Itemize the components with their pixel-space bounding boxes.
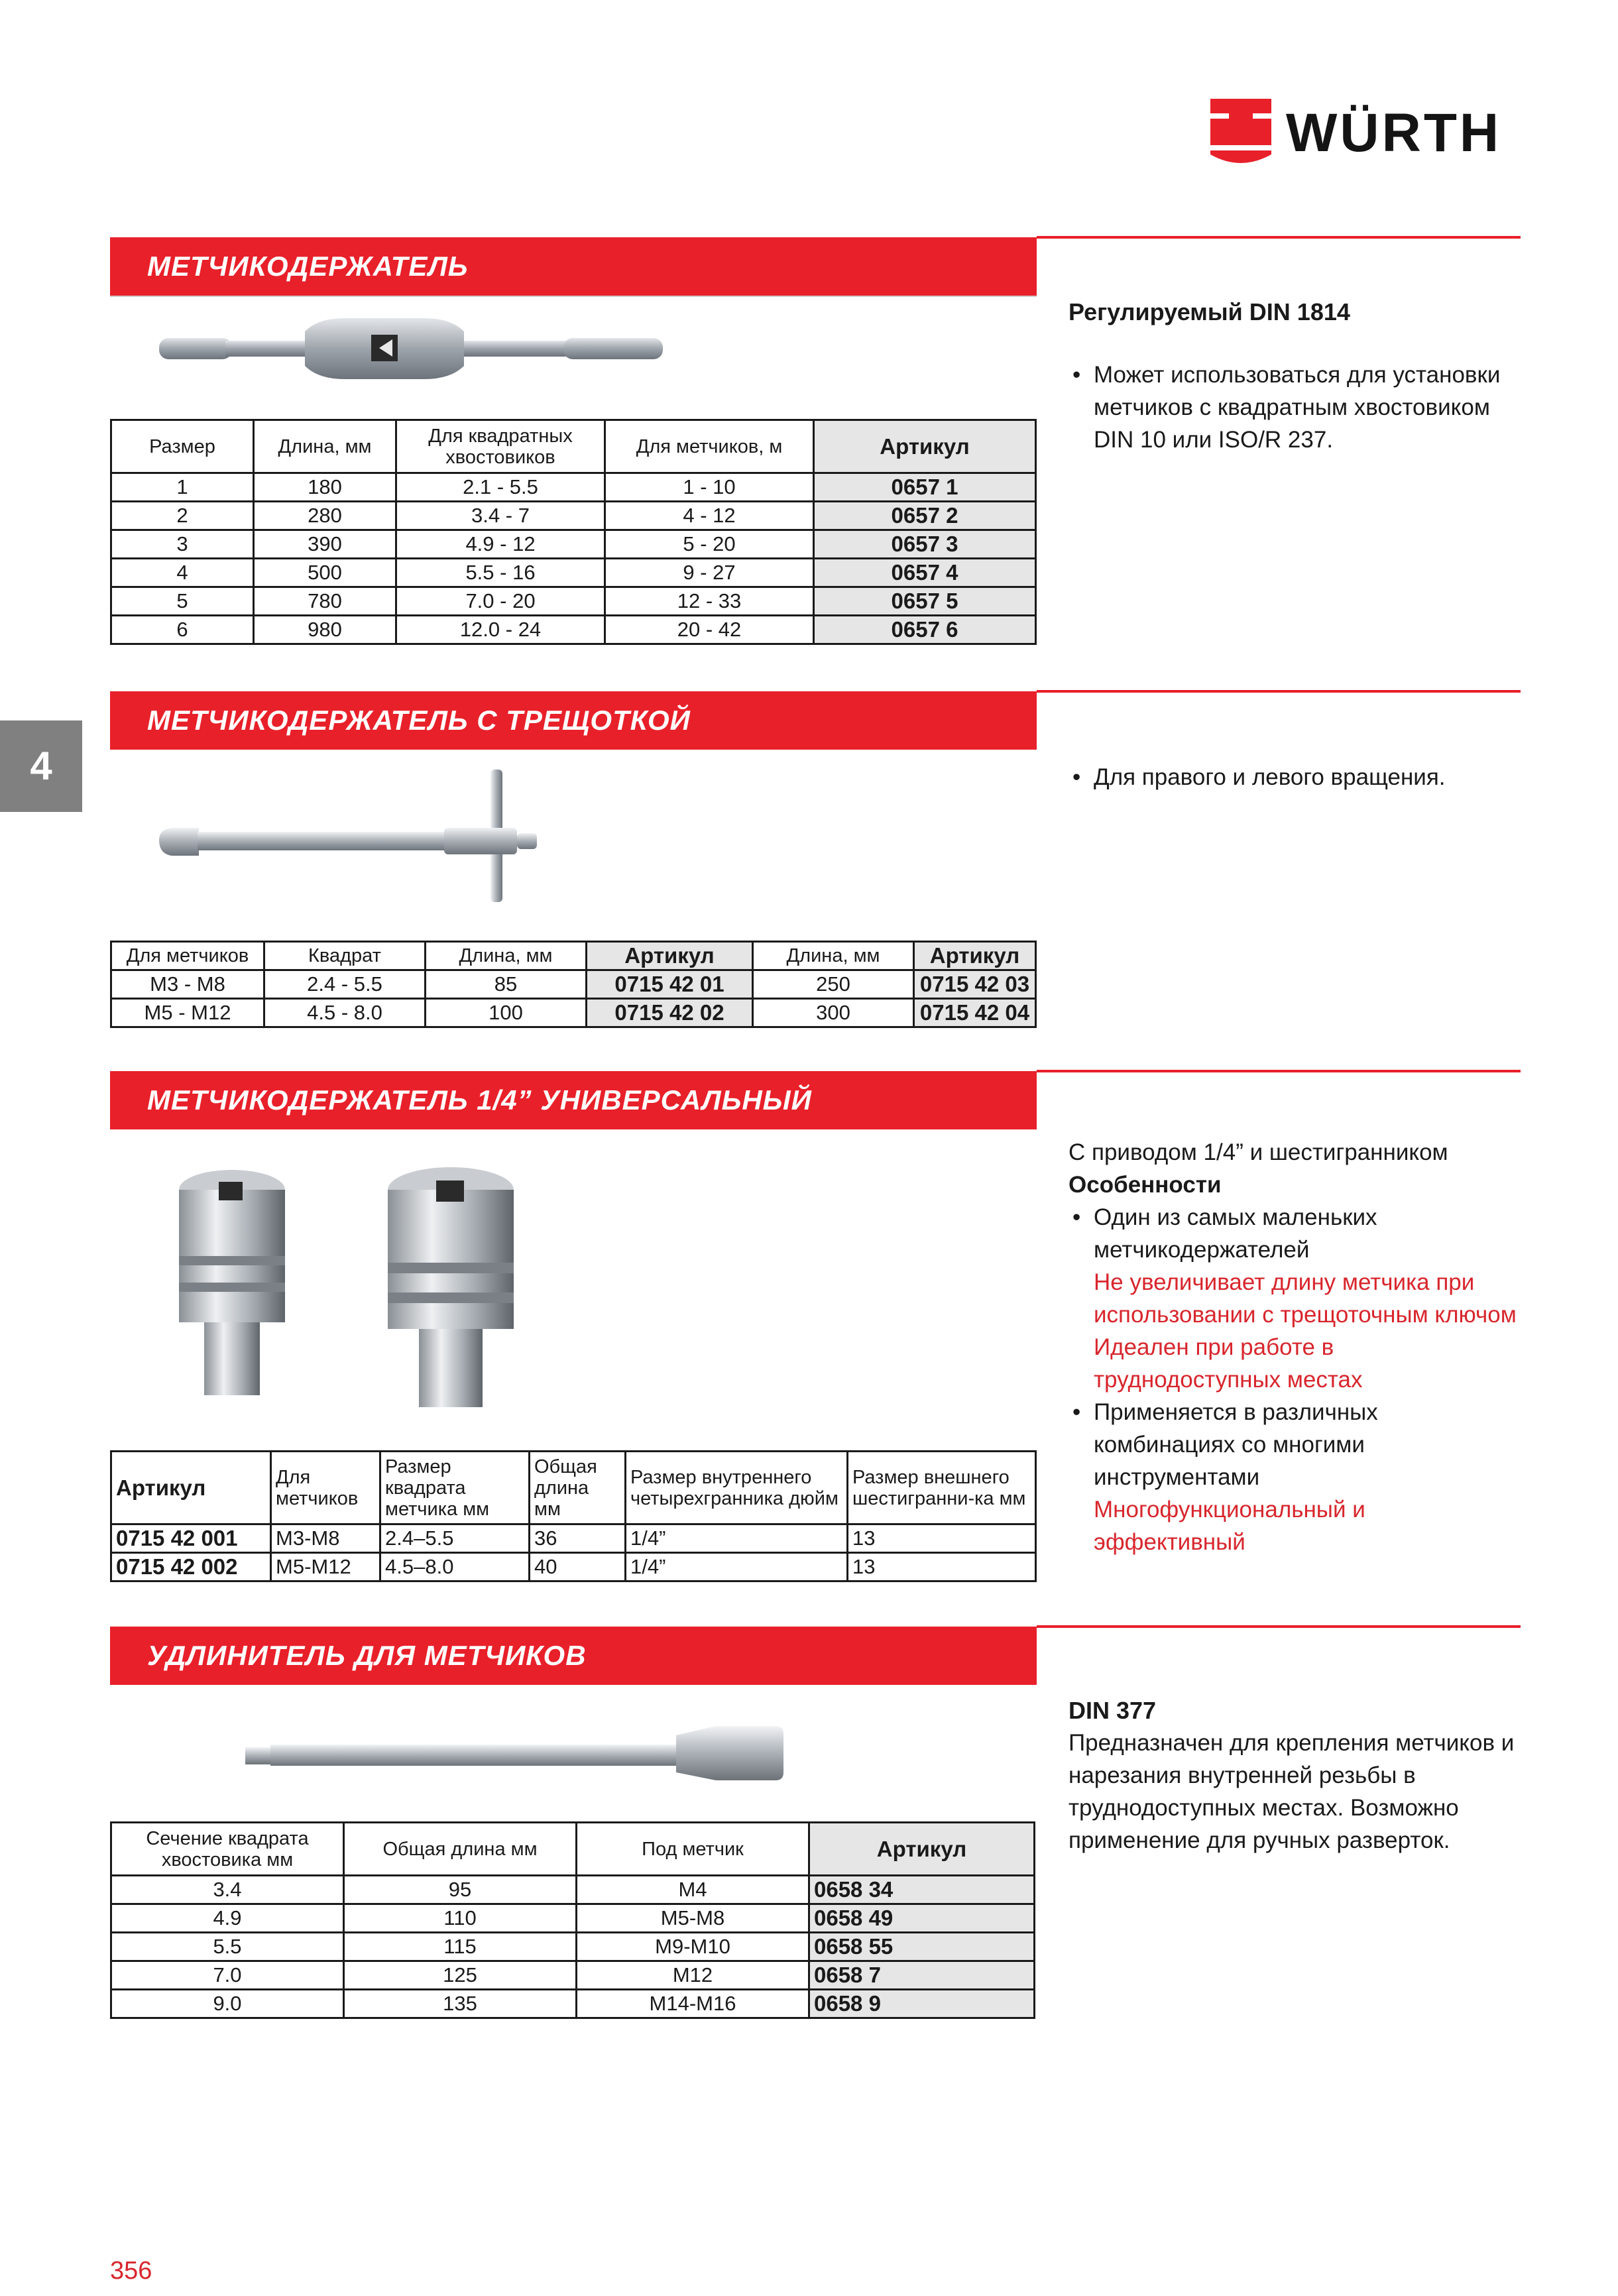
cell: 6: [111, 616, 254, 644]
cell: 3.4 - 7: [396, 502, 605, 530]
cell: 4: [111, 559, 254, 587]
cell: 280: [254, 502, 396, 530]
features-heading: Особенности: [1069, 1172, 1222, 1198]
col-header: Для метчиков, м: [605, 420, 814, 473]
cell: 12.0 - 24: [396, 616, 605, 644]
cell: M14-M16: [577, 1990, 809, 2018]
col-header: Сечение квадрата хвостовика мм: [111, 1823, 344, 1876]
cell: 2: [111, 502, 254, 530]
cell: 3: [111, 530, 254, 559]
table-row: [111, 1904, 1035, 1933]
cell: M5-M12: [271, 1553, 380, 1581]
cell: 980: [254, 616, 396, 644]
table-row: [111, 559, 1036, 587]
table-row: [111, 1876, 1035, 1904]
article-cell: 0715 42 001: [111, 1524, 271, 1553]
cell: 85: [426, 970, 587, 999]
cell: 1: [111, 473, 254, 502]
table-row: [111, 999, 1036, 1027]
cell: 390: [254, 530, 396, 559]
article-cell: 0657 5: [814, 587, 1036, 616]
table-row: [111, 1961, 1035, 1990]
bullet-item: • Для правого и левого вращения.: [1069, 761, 1519, 793]
description-text: Предназначен для крепления метчиков и нарезания внутренней резьбы в труднодоступных местах. Возможно применение для ручных разверток.: [1069, 1730, 1515, 1853]
col-header: Общая длина мм: [530, 1452, 626, 1524]
cell: M5-M8: [577, 1904, 809, 1933]
col-header: Общая длина мм: [344, 1823, 577, 1876]
section-title: МЕТЧИКОДЕРЖАТЕЛЬ 1/4” УНИВЕРСАЛЬНЫЙ: [147, 1084, 812, 1116]
section-description: [1069, 1136, 1519, 1558]
article-cell: 0657 1: [814, 473, 1036, 502]
article-cell: 0658 34: [809, 1876, 1035, 1904]
cell: 5.5: [111, 1933, 344, 1961]
col-header: Длина, мм: [254, 420, 396, 473]
col-header: Длина, мм: [753, 942, 914, 970]
col-header: Размер внешнего шестигранни-ка мм: [848, 1452, 1036, 1524]
bullet-item: • Применяется в различных комбинациях со многими инструментами: [1069, 1396, 1519, 1493]
spec-table: [110, 941, 1037, 1028]
chapter-number: 4: [30, 744, 52, 788]
section-rule: [1037, 1070, 1521, 1072]
table-row: [111, 1524, 1036, 1553]
col-header: Артикул: [587, 942, 753, 970]
bullet-item: • Может использоваться для установки метчиков с квадратным хвостовиком DIN 10 или ISO/R 237.: [1069, 359, 1519, 456]
highlight-text: Не увеличивает длину метчика при использовании с трещоточным ключом: [1094, 1269, 1517, 1328]
table-row: [111, 1990, 1035, 2018]
cell: 300: [753, 999, 914, 1027]
table-row: [111, 970, 1036, 999]
divider: [110, 296, 1037, 297]
section-rule: [1037, 236, 1521, 239]
col-header: Артикул: [809, 1823, 1035, 1876]
highlight-text: Идеален при работе в труднодоступных местах: [1094, 1334, 1363, 1393]
article-cell: 0658 7: [809, 1961, 1035, 1990]
cell: 4 - 12: [605, 502, 814, 530]
article-cell: 0715 42 04: [914, 999, 1036, 1027]
section-header: [110, 1627, 1037, 1685]
chapter-tab: [0, 720, 82, 812]
spec-table: [110, 1450, 1037, 1582]
section-rule: [1037, 690, 1521, 693]
cell: 2.1 - 5.5: [396, 473, 605, 502]
cell: 135: [344, 1990, 577, 2018]
col-header: Под метчик: [577, 1823, 809, 1876]
col-header: Для метчиков: [271, 1452, 380, 1524]
table-row: [111, 502, 1036, 530]
col-header: Размер квадрата метчика мм: [380, 1452, 530, 1524]
col-header: Квадрат: [264, 942, 426, 970]
cell: M12: [577, 1961, 809, 1990]
tap-wrench-adjustable-icon: [152, 312, 669, 384]
table-row: [111, 473, 1036, 502]
cell: 180: [254, 473, 396, 502]
table-row: [111, 587, 1036, 616]
col-header: Длина, мм: [426, 942, 587, 970]
article-cell: 0657 6: [814, 616, 1036, 644]
table-row: [111, 1553, 1036, 1581]
cell: 12 - 33: [605, 587, 814, 616]
cell: 2.4–5.5: [380, 1524, 530, 1553]
col-header: Размер внутреннего четырехгранника дюйм: [626, 1452, 848, 1524]
cell: 780: [254, 587, 396, 616]
section-title: МЕТЧИКОДЕРЖАТЕЛЬ С ТРЕЩОТКОЙ: [147, 705, 691, 736]
table-row: [111, 616, 1036, 644]
cell: 3.4: [111, 1876, 344, 1904]
cell: M5 - M12: [111, 999, 264, 1027]
section-header: [110, 1071, 1037, 1129]
bullet-item: • Один из самых маленьких метчикодержателей: [1069, 1201, 1519, 1266]
cell: 1/4”: [626, 1524, 848, 1553]
highlight-text: Многофункциональный и эффективный: [1094, 1497, 1365, 1555]
col-header: Артикул: [814, 420, 1036, 473]
article-cell: 0657 2: [814, 502, 1036, 530]
section-description: [1069, 1694, 1519, 1857]
page-number: 356: [110, 2257, 152, 2285]
cell: 9.0: [111, 1990, 344, 2018]
article-cell: 0715 42 01: [587, 970, 753, 999]
article-cell: 0658 49: [809, 1904, 1035, 1933]
cell: 13: [848, 1524, 1036, 1553]
cell: 7.0: [111, 1961, 344, 1990]
cell: 2.4 - 5.5: [264, 970, 426, 999]
cell: M9-M10: [577, 1933, 809, 1961]
wurth-logo-mark-icon: [1210, 99, 1271, 165]
universal-tap-holder-icon: [152, 1157, 563, 1422]
col-header: Размер: [111, 420, 254, 473]
intro-text: С приводом 1/4” и шестигранником: [1069, 1139, 1448, 1165]
col-header: Артикул: [111, 1452, 271, 1524]
cell: 20 - 42: [605, 616, 814, 644]
spec-table: [110, 419, 1037, 645]
t-handle-ratchet-tap-wrench-icon: [152, 766, 557, 911]
col-header: Для квадратных хвостовиков: [396, 420, 605, 473]
article-cell: 0658 9: [809, 1990, 1035, 2018]
cell: 100: [426, 999, 587, 1027]
cell: 5: [111, 587, 254, 616]
cell: 5.5 - 16: [396, 559, 605, 587]
cell: 4.5–8.0: [380, 1553, 530, 1581]
cell: 5 - 20: [605, 530, 814, 559]
section-description: [1069, 296, 1519, 456]
section-title: УДЛИНИТЕЛЬ ДЛЯ МЕТЧИКОВ: [147, 1640, 587, 1671]
cell: 250: [753, 970, 914, 999]
cell: 4.5 - 8.0: [264, 999, 426, 1027]
cell: 1/4”: [626, 1553, 848, 1581]
product-subtitle: Регулируемый DIN 1814: [1069, 298, 1350, 325]
cell: 7.0 - 20: [396, 587, 605, 616]
section-description: [1069, 761, 1519, 793]
brand-name: WÜRTH: [1286, 103, 1502, 163]
cell: 9 - 27: [605, 559, 814, 587]
cell: 36: [530, 1524, 626, 1553]
cell: M3 - M8: [111, 970, 264, 999]
cell: 4.9 - 12: [396, 530, 605, 559]
cell: 13: [848, 1553, 1036, 1581]
section-header: [110, 691, 1037, 750]
article-cell: 0657 4: [814, 559, 1036, 587]
article-cell: 0715 42 03: [914, 970, 1036, 999]
cell: 4.9: [111, 1904, 344, 1933]
wurth-logo: [1210, 96, 1522, 169]
product-subtitle: DIN 377: [1069, 1697, 1157, 1724]
spec-table: [110, 1821, 1035, 2019]
table-row: [111, 1933, 1035, 1961]
section-rule: [1037, 1625, 1521, 1628]
col-header: Артикул: [914, 942, 1036, 970]
cell: M3-M8: [271, 1524, 380, 1553]
cell: 95: [344, 1876, 577, 1904]
section-title: МЕТЧИКОДЕРЖАТЕЛЬ: [147, 251, 469, 282]
cell: 500: [254, 559, 396, 587]
cell: 40: [530, 1553, 626, 1581]
cell: 1 - 10: [605, 473, 814, 502]
article-cell: 0715 42 02: [587, 999, 753, 1027]
article-cell: 0657 3: [814, 530, 1036, 559]
cell: 110: [344, 1904, 577, 1933]
table-row: [111, 530, 1036, 559]
col-header: Для метчиков: [111, 942, 264, 970]
cell: 115: [344, 1933, 577, 1961]
cell: M4: [577, 1876, 809, 1904]
section-header: [110, 237, 1037, 296]
tap-extension-icon: [239, 1715, 789, 1788]
article-cell: 0715 42 002: [111, 1553, 271, 1581]
cell: 125: [344, 1961, 577, 1990]
article-cell: 0658 55: [809, 1933, 1035, 1961]
